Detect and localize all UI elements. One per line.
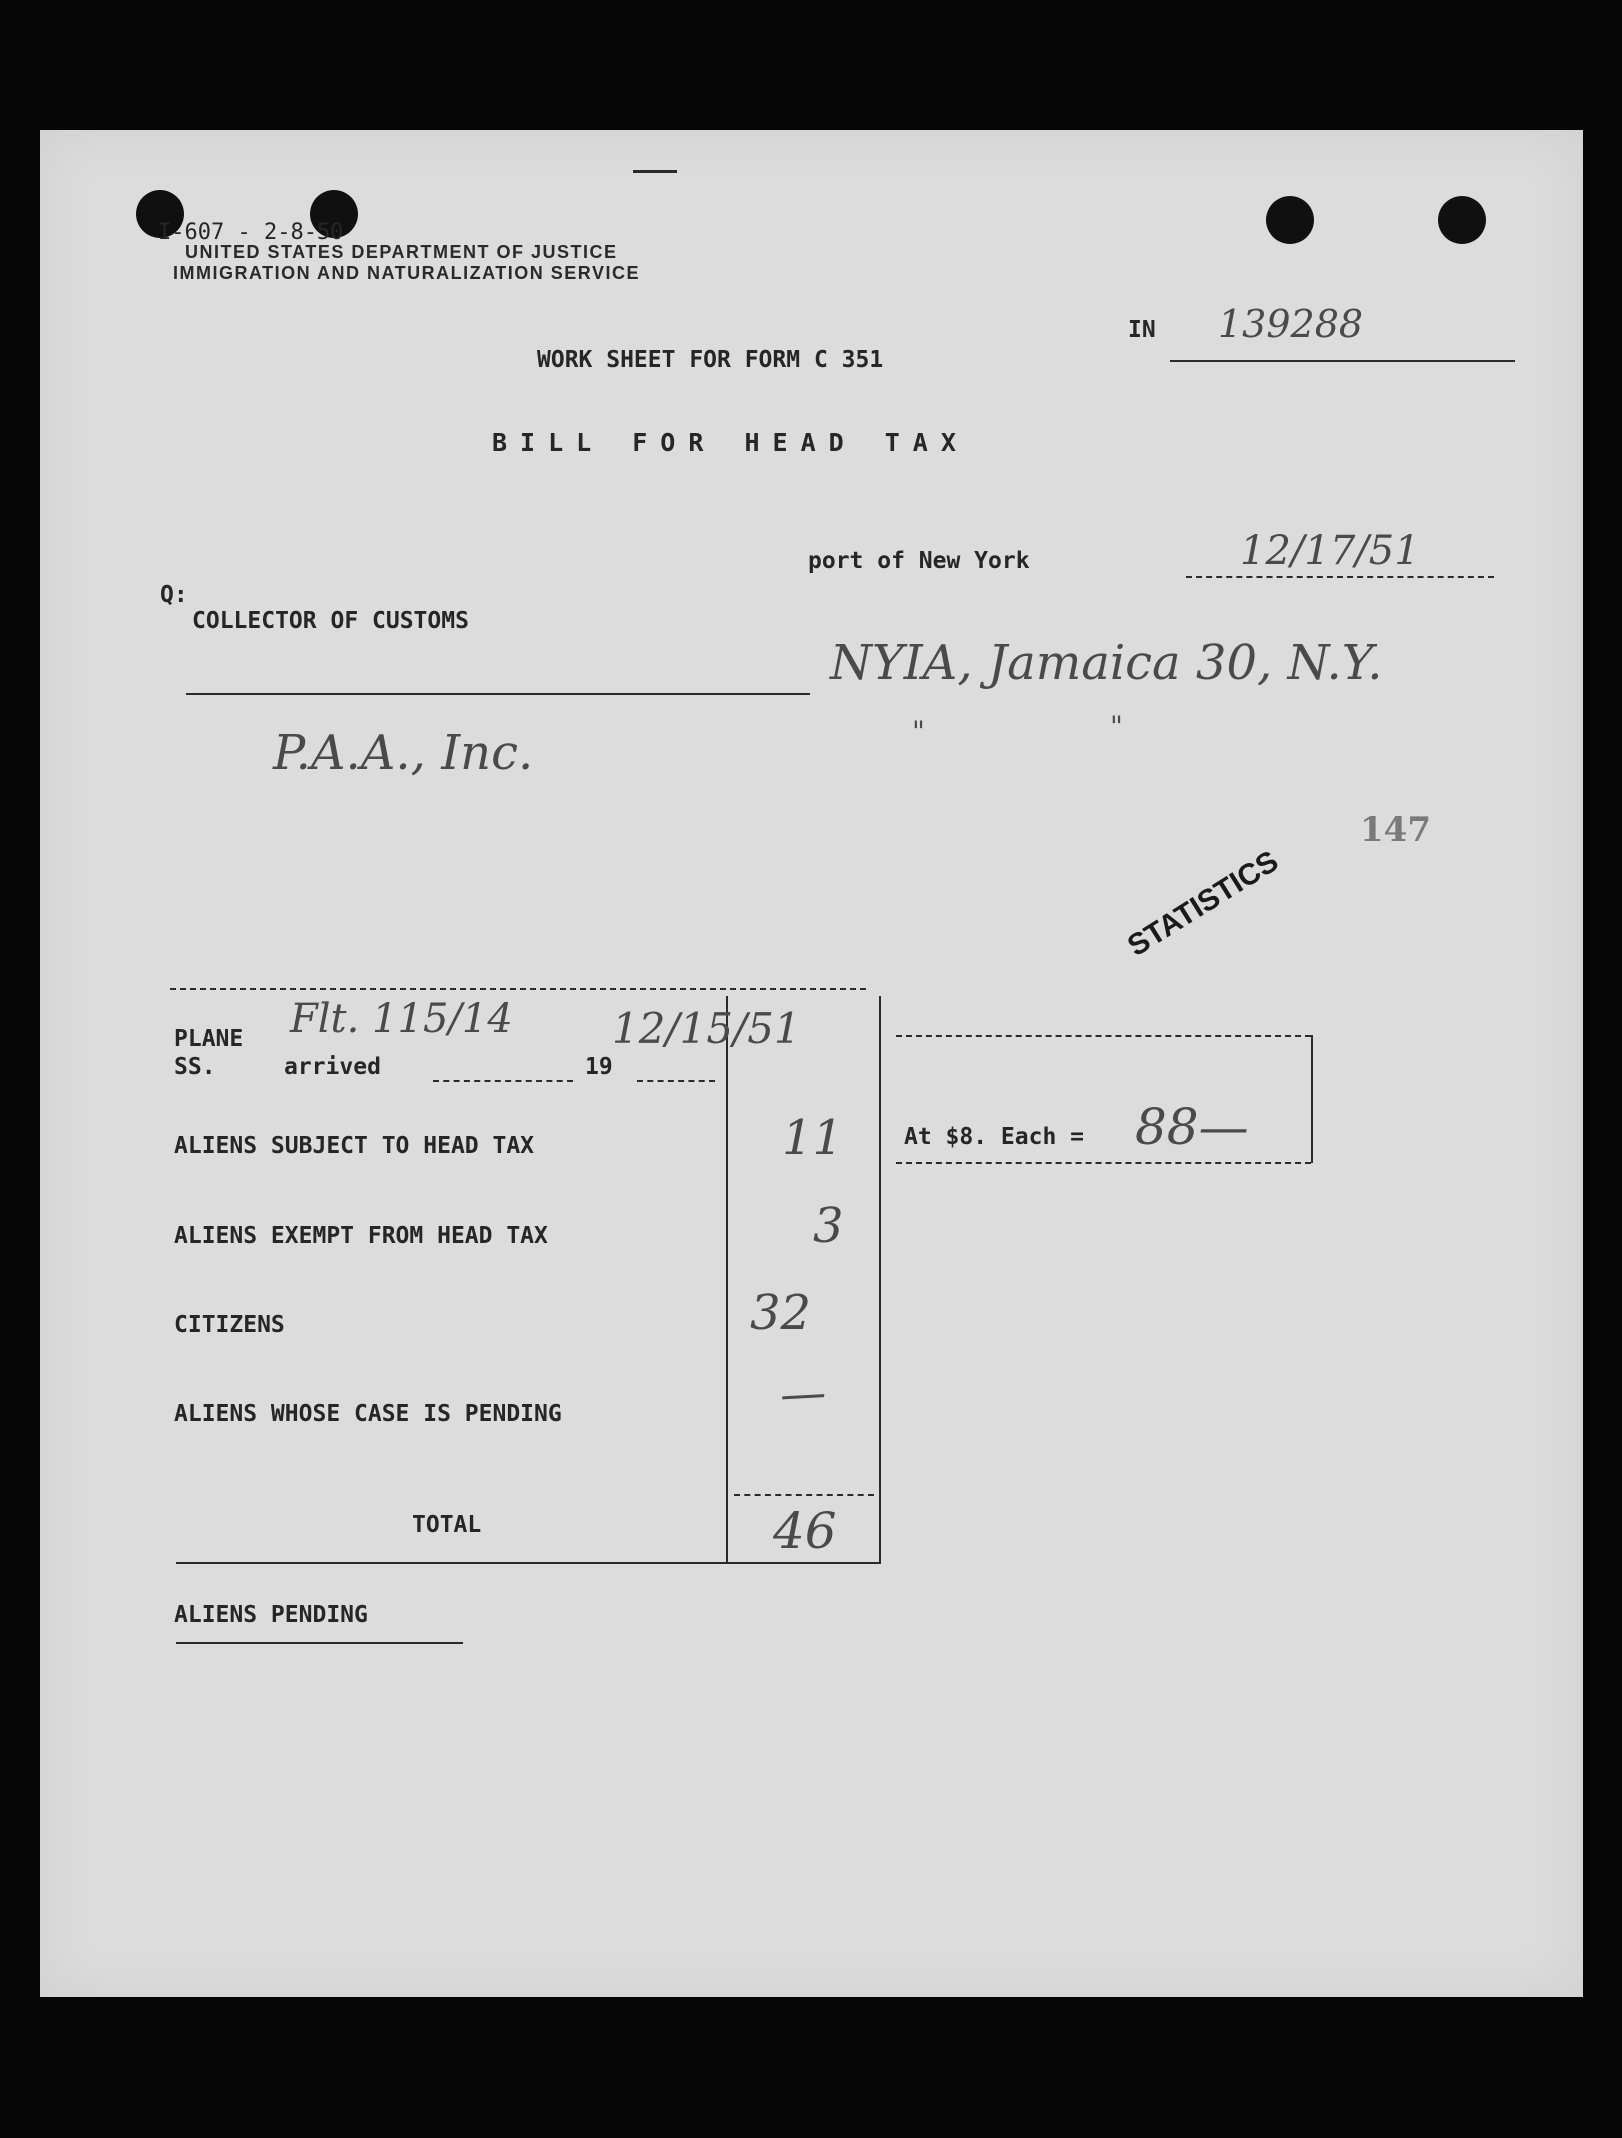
collector-location: NYIA, Jamaica 30, N.Y. xyxy=(830,635,1383,691)
in-label: IN xyxy=(1128,317,1156,343)
flight-number: Flt. 115/14 xyxy=(290,996,513,1042)
in-number-line xyxy=(1170,360,1515,362)
arrived-label: arrived xyxy=(284,1054,381,1080)
worksheet-paper xyxy=(40,130,1583,1997)
rate-box-bottom xyxy=(896,1162,1311,1164)
row-value: — xyxy=(778,1364,828,1422)
collector-label: COLLECTOR OF CUSTOMS xyxy=(192,608,469,634)
ss-label: SS. xyxy=(174,1054,216,1080)
punch-hole-icon xyxy=(1438,196,1486,244)
statistics-stamp: STATISTICS xyxy=(1122,844,1285,963)
aliens-pending-label: ALIENS PENDING xyxy=(174,1602,368,1628)
top-mark xyxy=(633,170,677,173)
service-name: IMMIGRATION AND NATURALIZATION SERVICE xyxy=(173,263,640,283)
row-label: ALIENS EXEMPT FROM HEAD TAX xyxy=(174,1223,548,1249)
table-divider xyxy=(726,996,728,1564)
rate-box-right xyxy=(1311,1035,1313,1163)
plane-label: PLANE xyxy=(174,1026,244,1052)
collector-line xyxy=(186,693,810,695)
stamp-number: 147 xyxy=(1360,810,1431,850)
total-label: TOTAL xyxy=(412,1512,482,1538)
row-value: 32 xyxy=(750,1285,812,1341)
in-number: 139288 xyxy=(1218,302,1364,346)
ditto-mark: " xyxy=(912,715,925,748)
rate-label: At $8. Each = xyxy=(904,1124,1085,1150)
ditto-mark: " xyxy=(1110,710,1123,743)
year-prefix: 19 xyxy=(585,1054,613,1080)
rate-amount: 88— xyxy=(1135,1098,1249,1156)
bill-title: BILL FOR HEAD TAX xyxy=(492,428,969,457)
table-top-line xyxy=(170,988,866,990)
total-separator-line xyxy=(734,1494,874,1496)
department-name: UNITED STATES DEPARTMENT OF JUSTICE xyxy=(185,242,618,262)
rate-box-top xyxy=(896,1035,1311,1037)
row-value: 3 xyxy=(813,1198,844,1254)
total-value: 46 xyxy=(773,1502,837,1560)
row-value: 11 xyxy=(782,1110,844,1166)
table-bottom-line xyxy=(176,1562,881,1564)
year-line xyxy=(637,1080,715,1082)
worksheet-title: WORK SHEET FOR FORM C 351 xyxy=(537,347,884,373)
arrived-line xyxy=(433,1080,573,1082)
bill-date: 12/17/51 xyxy=(1240,528,1420,574)
row-label: ALIENS WHOSE CASE IS PENDING xyxy=(174,1401,562,1427)
form-number: I-607 - 2-8-50 xyxy=(158,220,344,245)
arrival-date: 12/15/51 xyxy=(612,1004,801,1053)
punch-hole-icon xyxy=(1266,196,1314,244)
date-line xyxy=(1186,576,1494,578)
row-label: CITIZENS xyxy=(174,1312,285,1338)
aliens-pending-line xyxy=(176,1642,463,1644)
row-label: ALIENS SUBJECT TO HEAD TAX xyxy=(174,1133,535,1159)
port-label: port of New York xyxy=(808,548,1030,574)
table-right-edge xyxy=(879,996,881,1564)
to-label: Q: xyxy=(160,582,188,608)
carrier-name: P.A.A., Inc. xyxy=(273,725,534,781)
